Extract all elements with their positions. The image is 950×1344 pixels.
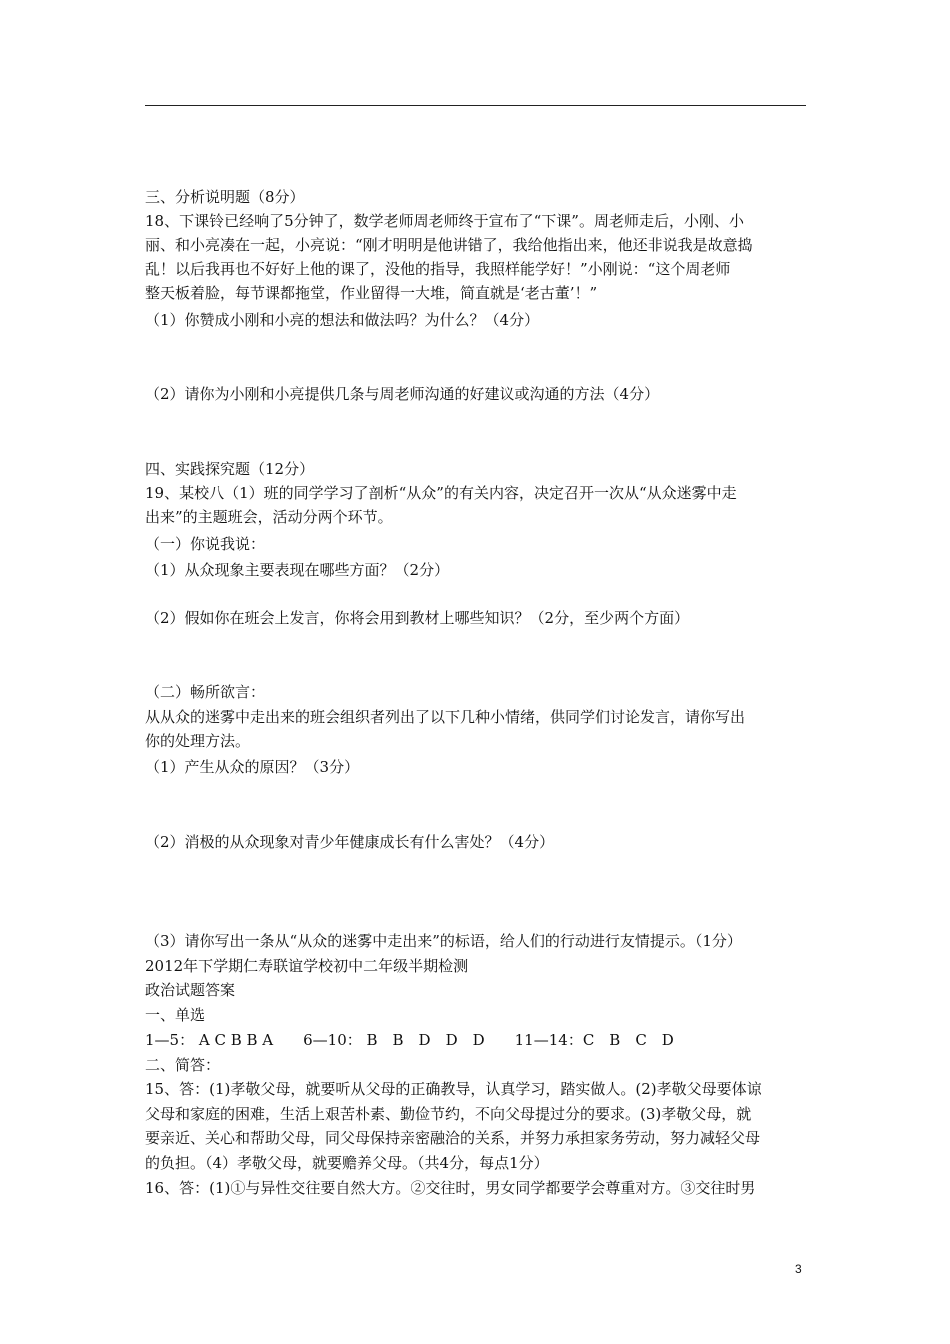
part2-intro-2: 你的处理方法。 (145, 732, 251, 750)
a15-line-2: 父母和家庭的困难，生活上艰苦朴素、勤俭节约，不向父母提过分的要求。(3)孝敬父母，就 (145, 1105, 752, 1123)
q18-line-3: 乱！以后我再也不好好上他的课了，没他的指导，我照样能学好！”小刚说：“这个周老师 (145, 260, 731, 278)
part1-title: （一）你说我说： (145, 535, 266, 553)
mc-heading: 一、单选 (145, 1006, 206, 1024)
part2-intro-1: 从从众的迷雾中走出来的班会组织者列出了以下几种小情绪，供同学们讨论发言，请你写出 (145, 708, 746, 726)
part1-q1: （1）从众现象主要表现在哪些方面？（2分） (145, 561, 450, 579)
answers-title-2: 政治试题答案 (145, 981, 236, 999)
q19-line-2: 出来”的主题班会，活动分两个环节。 (145, 508, 393, 526)
q19-line-1: 19、某校八（1）班的同学学习了剖析“从众”的有关内容，决定召开一次从“从众迷雾中走 (145, 484, 737, 502)
part2-q3: （3）请你写出一条从“从众的迷雾中走出来”的标语，给人们的行动进行友情提示。（1分） (145, 932, 742, 950)
a15-line-4: 的负担。（4）孝敬父母，就要赡养父母。（共4分，每点1分） (145, 1154, 549, 1172)
mc-answers: 1—5： A C B B A 6—10： B B D D D 11—14：C B C D (145, 1031, 674, 1049)
part2-q1: （1）产生从众的原因？（3分） (145, 758, 360, 776)
q18-line-4: 整天板着脸，每节课都拖堂，作业留得一大堆，简直就是‘老古董’！” (145, 284, 598, 302)
answers-title-1: 2012年下学期仁寿联谊学校初中二年级半期检测 (145, 957, 469, 975)
q18-line-2: 丽、和小亮凑在一起，小亮说：“刚才明明是他讲错了，我给他指出来，他还非说我是故意捣 (145, 236, 753, 254)
header-rule (145, 105, 806, 106)
page-number: 3 (795, 1262, 802, 1276)
q18-sub1: （1）你赞成小刚和小亮的想法和做法吗？为什么？（4分） (145, 311, 540, 329)
a15-line-3: 要亲近、关心和帮助父母，同父母保持亲密融洽的关系，并努力承担家务劳动，努力减轻父母 (145, 1129, 761, 1147)
section3-heading: 三、分析说明题（8分） (145, 188, 305, 206)
section4-heading: 四、实践探究题（12分） (145, 460, 315, 478)
q18-sub2: （2）请你为小刚和小亮提供几条与周老师沟通的好建议或沟通的方法（4分） (145, 385, 660, 403)
part1-q2: （2）假如你在班会上发言，你将会用到教材上哪些知识？（2分，至少两个方面） (145, 609, 690, 627)
a16-line-1: 16、答：(1)①与异性交往要自然大方。②交往时，男女同学都要学会尊重对方。③交往时男 (145, 1179, 756, 1197)
part2-title: （二）畅所欲言： (145, 683, 266, 701)
part2-q2: （2）消极的从众现象对青少年健康成长有什么害处？（4分） (145, 833, 555, 851)
a15-line-1: 15、答：(1)孝敬父母，就要听从父母的正确教导，认真学习，踏实做人。(2)孝敬父母要体谅 (145, 1080, 762, 1098)
q18-line-1: 18、下课铃已经响了5分钟了，数学老师周老师终于宣布了“下课”。周老师走后，小刚、小 (145, 212, 744, 230)
short-heading: 二、简答： (145, 1056, 221, 1074)
